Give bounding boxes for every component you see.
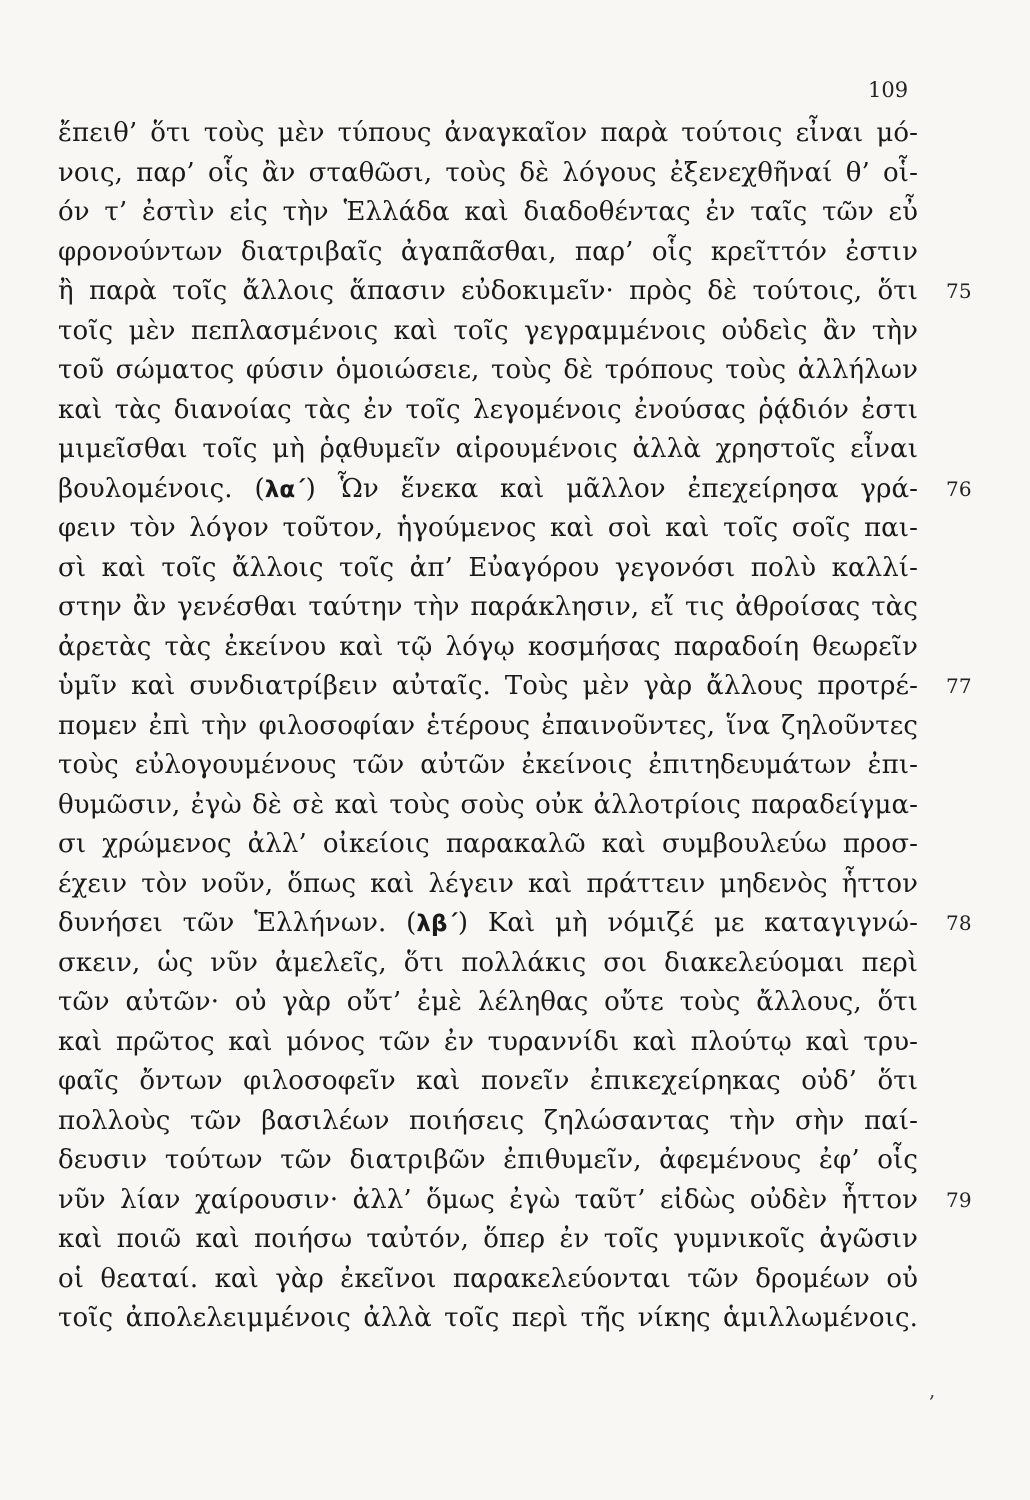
page-number: 109 — [868, 78, 909, 102]
text-line — [58, 391, 918, 431]
line-text — [58, 351, 918, 391]
text-segment: καὶ τὰς διανοίας τὰς ἐν τοῖς λεγομένοις ἐνούσας ῥᾴδιόν ἐστι — [58, 394, 918, 425]
text-segment: τοῖς μὲν πεπλασμένοις καὶ τοῖς γεγραμμένοις οὐδεὶς ἂν τὴν — [58, 315, 918, 346]
text-segment: τοῖς ἀπολελειμμένοις ἀλλὰ τοῖς περὶ τῆς νίκης ἁμιλλωμένοις. — [58, 1303, 918, 1333]
text-segment: βουλομένοις. ( — [58, 473, 265, 504]
line-text — [58, 1062, 918, 1102]
text-line — [58, 470, 972, 510]
line-text — [58, 233, 918, 273]
text-segment: θυμῶσιν, ἐγὼ δὲ σὲ καὶ τοὺς σοὺς οὐκ ἀλλοτρίοις παραδείγμα- — [58, 789, 918, 820]
text-line — [58, 1299, 918, 1339]
text-line — [58, 628, 918, 668]
line-text — [58, 825, 918, 865]
text-segment: καὶ πρῶτος καὶ μόνος τῶν ἐν τυραννίδι καὶ πλούτῳ καὶ τρυ- — [58, 1026, 918, 1057]
text-segment: φειν τὸν λόγον τοῦτον, ἡγούμενος καὶ σοὶ καὶ τοῖς σοῖς παι- — [58, 513, 918, 543]
line-text — [58, 154, 918, 194]
text-line — [58, 154, 918, 194]
line-text — [58, 549, 918, 589]
text-segment: ἀρετὰς τὰς ἐκείνου καὶ τῷ λόγῳ κοσμήσας παραδοίη θεωρεῖν — [58, 631, 918, 662]
text-segment: οἱ θεαταί. καὶ γὰρ ἐκεῖνοι παρακελεύονται τῶν δρομέων οὐ — [58, 1263, 918, 1294]
line-text — [58, 1102, 918, 1142]
line-text — [58, 865, 918, 905]
line-text — [58, 588, 918, 628]
text-segment: φαῖς ὄντων φιλοσοφεῖν καὶ πονεῖν ἐπικεχείρηκας οὐδ’ ὅτι — [58, 1066, 918, 1096]
text-segment: σὶ καὶ τοῖς ἄλλοις τοῖς ἀπ’ Εὐαγόρου γεγονόσι πολὺ καλλί- — [58, 552, 918, 583]
text-line — [58, 904, 972, 944]
text-segment: τοῦ σώματος φύσιν ὁμοιώσειε, τοὺς δὲ τρόπους τοὺς ἀλλήλων — [58, 355, 918, 385]
text-line — [58, 1260, 918, 1300]
text-line — [58, 430, 918, 470]
line-text — [58, 983, 918, 1023]
text-segment: ἔπειθ’ ὅτι τοὺς μὲν τύπους ἀναγκαῖον παρὰ τούτοις εἶναι μό- — [58, 118, 918, 148]
line-text — [58, 1260, 918, 1300]
text-line — [58, 1220, 918, 1260]
text-line — [58, 588, 918, 628]
text-segment: τῶν αὐτῶν· οὐ γὰρ οὔτ’ ἐμὲ λέληθας οὔτε τοὺς ἄλλους, ὅτι — [58, 987, 918, 1017]
line-text — [58, 1181, 918, 1221]
text-line — [58, 114, 918, 154]
text-line — [58, 549, 918, 589]
text-segment: μιμεῖσθαι τοῖς μὴ ῥᾳθυμεῖν αἱρουμένοις ἀλλὰ χρηστοῖς εἶναι — [58, 434, 918, 464]
text-line — [58, 351, 918, 391]
line-text — [58, 430, 918, 470]
text-line — [58, 233, 918, 273]
line-text — [58, 114, 918, 154]
text-line — [58, 1141, 918, 1181]
text-line — [58, 1102, 918, 1142]
line-text — [58, 667, 918, 707]
text-line — [58, 746, 918, 786]
chapter-marker: λα΄ — [264, 476, 306, 503]
text-segment: σκειν, ὡς νῦν ἀμελεῖς, ὅτι πολλάκις σοι διακελεύομαι περὶ — [58, 947, 918, 978]
text-line — [58, 193, 918, 233]
line-text — [58, 944, 918, 984]
text-segment: ἢ παρὰ τοῖς ἄλλοις ἅπασιν εὐδοκιμεῖν· πρὸς δὲ τούτοις, ὅτι — [58, 276, 918, 306]
text-segment: ὑμῖν καὶ συνδιατρίβειν αὐταῖς. Τοὺς μὲν γὰρ ἄλλους προτρέ- — [58, 671, 918, 701]
text-segment: δυνήσει τῶν Ἑλλήνων. ( — [58, 908, 417, 938]
line-text — [58, 786, 918, 826]
line-text — [58, 509, 918, 549]
text-segment: στην ἂν γενέσθαι ταύτην τὴν παράκλησιν, εἴ τις ἀθροίσας τὰς — [58, 592, 918, 622]
text-segment: ) Ὧν ἕνεκα καὶ μᾶλλον ἐπεχείρησα γρά- — [305, 473, 918, 504]
text-line — [58, 509, 918, 549]
text-line — [58, 944, 918, 984]
text-segment: όν τ’ ἐστὶν εἰς τὴν Ἑλλάδα καὶ διαδοθέντας ἐν ταῖς τῶν εὖ — [58, 197, 918, 227]
text-segment: νῦν λίαν χαίρουσιν· ἀλλ’ ὅμως ἐγὼ ταῦτ’ εἰδὼς οὐδὲν ἧττον — [58, 1184, 918, 1215]
margin-line-number: 76 — [946, 476, 972, 501]
line-text — [58, 628, 918, 668]
text-segment: ) Καὶ μὴ νόμιζέ με καταγιγνώ- — [457, 908, 918, 938]
text-line — [58, 272, 972, 312]
line-text — [58, 904, 918, 945]
text-segment: πολλοὺς τῶν βασιλέων ποιήσεις ζηλώσαντας τὴν σὴν παί- — [58, 1105, 918, 1136]
line-text — [58, 1141, 918, 1181]
text-line — [58, 312, 918, 352]
text-line — [58, 786, 918, 826]
margin-line-number: 77 — [946, 674, 972, 698]
margin-line-number: 78 — [946, 911, 972, 935]
line-text — [58, 1220, 918, 1260]
line-text — [58, 746, 918, 786]
stray-comma-mark: , — [929, 1378, 936, 1402]
text-segment: δευσιν τούτων τῶν διατριβῶν ἐπιθυμεῖν, ἀφεμένους ἐφ’ οἷς — [58, 1145, 918, 1175]
line-text — [58, 707, 918, 747]
line-text — [58, 272, 918, 312]
margin-line-number: 79 — [946, 1187, 972, 1212]
text-line — [58, 983, 918, 1023]
text-segment: νοις, παρ’ οἷς ἂν σταθῶσι, τοὺς δὲ λόγους ἐξενεχθῆναί θ’ οἷ- — [58, 157, 918, 188]
text-line — [58, 825, 918, 865]
text-line — [58, 667, 972, 707]
body-text — [58, 114, 972, 1339]
line-text — [58, 1023, 918, 1063]
line-text — [58, 391, 918, 431]
text-segment: σι χρώμενος ἀλλ’ οἰκείοις παρακαλῶ καὶ συμβουλεύω προσ- — [58, 829, 918, 859]
chapter-marker: λβ΄ — [416, 911, 458, 937]
text-segment: φρονούντων διατριβαῖς ἀγαπᾶσθαι, παρ’ οἷς κρεῖττόν ἐστιν — [58, 236, 918, 267]
text-segment: καὶ ποιῶ καὶ ποιήσω ταὐτόν, ὅπερ ἐν τοῖς γυμνικοῖς ἀγῶσιν — [58, 1224, 918, 1254]
text-line — [58, 1062, 918, 1102]
line-text — [58, 470, 918, 511]
line-text — [58, 1299, 918, 1339]
text-segment: έχειν τὸν νοῦν, ὅπως καὶ λέγειν καὶ πράττειν μηδενὸς ἧττον — [58, 868, 918, 899]
text-line — [58, 865, 918, 905]
text-segment: τοὺς εὐλογουμένους τῶν αὐτῶν ἐκείνοις ἐπιτηδευμάτων ἐπι- — [58, 750, 918, 780]
margin-line-number: 75 — [946, 279, 972, 303]
text-line — [58, 1023, 918, 1063]
line-text — [58, 312, 918, 352]
line-text — [58, 193, 918, 233]
text-segment: πομεν ἐπὶ τὴν φιλοσοφίαν ἑτέρους ἐπαινοῦντες, ἵνα ζηλοῦντες — [58, 710, 918, 741]
text-line — [58, 707, 918, 747]
text-line — [58, 1181, 972, 1221]
